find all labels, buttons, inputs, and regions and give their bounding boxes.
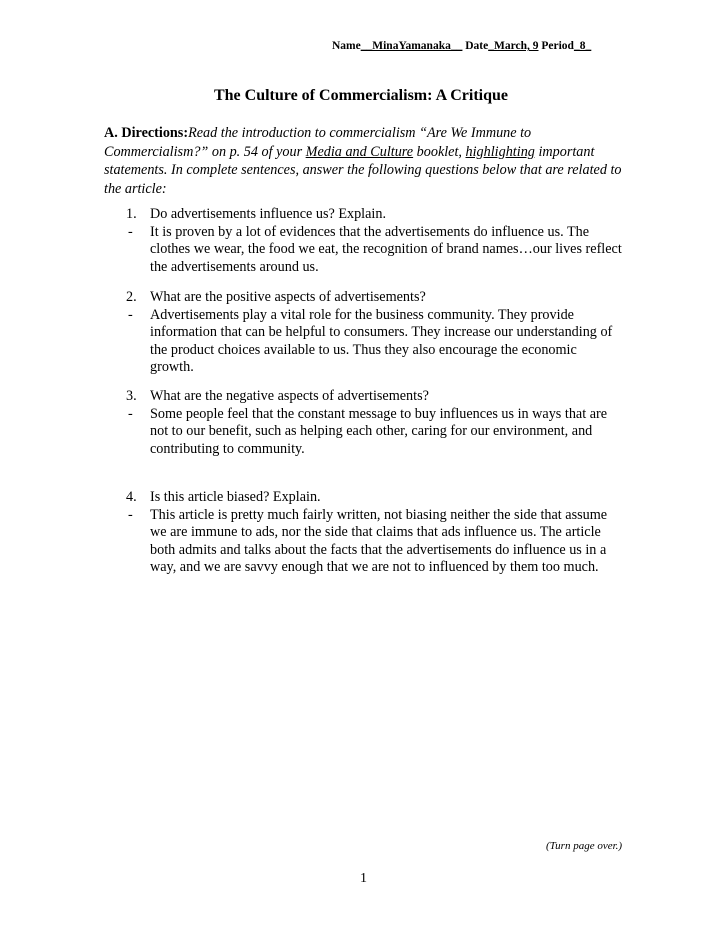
answer-row [104, 307, 624, 377]
question-text: What are the negative aspects of advertisements? [150, 388, 429, 404]
highlighting-text: highlighting [465, 143, 535, 160]
question-number: 2. [126, 289, 137, 305]
name-label: Name [332, 40, 361, 52]
media-culture-booklet: Media and Culture [305, 143, 414, 160]
page-number: 1 [360, 871, 367, 886]
answer-text: This article is pretty much fairly written, not biasing neither the side that assume we are immune to ads, nor the side that claims that ads influence us. The article both admits and talks about the facts that the advertisements do influence us in a way, and we are savvy enough that we are not to influenced by them too much. [150, 506, 608, 575]
answer-row [104, 224, 624, 277]
question-block-3 [104, 388, 624, 458]
directions-paragraph [104, 124, 624, 198]
turn-page-note: (Turn page over.) [546, 840, 623, 852]
period-label: Period [541, 40, 574, 52]
question-row [104, 206, 624, 224]
directions-text-2: booklet, [413, 143, 466, 160]
answer-row [104, 507, 624, 577]
question-number: 3. [126, 388, 137, 404]
date-value: _March, 9 [488, 40, 539, 52]
directions-text-3: important statements. In complete sentences, answer the following questions below that are related to the article: [104, 143, 622, 197]
answer-text: It is proven by a lot of evidences that the advertisements do influence us. The clothes we wear, the food we eat, the recognition of brand names…our lives reflect the advertisements around us. [150, 223, 622, 275]
question-number: 1. [126, 206, 137, 222]
answer-text: Advertisements play a vital role for the business community. They provide information that can be helpful to consumers. They increase our understanding of the product choices available to us. Thus they also encourage the economic growth. [150, 306, 613, 375]
question-block-4 [104, 489, 624, 577]
period-value: _8_ [573, 40, 592, 52]
question-number: 4. [126, 489, 137, 505]
answer-marker: - [128, 306, 133, 323]
name-value: __MinaYamanaka__ [360, 40, 463, 52]
question-row [104, 289, 624, 307]
directions-label: A. Directions: [104, 125, 189, 141]
question-text: What are the positive aspects of advertisements? [150, 289, 426, 305]
student-header [332, 40, 591, 52]
question-text: Is this article biased? Explain. [150, 489, 321, 505]
page-title: The Culture of Commercialism: A Critique [213, 87, 509, 104]
answer-row [104, 406, 624, 459]
question-row [104, 489, 624, 507]
question-row [104, 388, 624, 406]
answer-marker: - [128, 506, 133, 523]
answer-marker: - [128, 223, 133, 240]
question-block-1 [104, 206, 624, 276]
date-label: Date [465, 40, 489, 52]
directions-text-1: Read the introduction to commercialism “Are We Immune to Commercialism?” on p. 54 of your [104, 125, 532, 160]
question-block-2 [104, 289, 624, 377]
question-text: Do advertisements influence us? Explain. [150, 206, 386, 222]
answer-marker: - [128, 405, 133, 422]
answer-text: Some people feel that the constant message to buy influences us in ways that are not to our benefit, such as helping each other, caring for our environment, and contributing to community. [150, 405, 608, 457]
